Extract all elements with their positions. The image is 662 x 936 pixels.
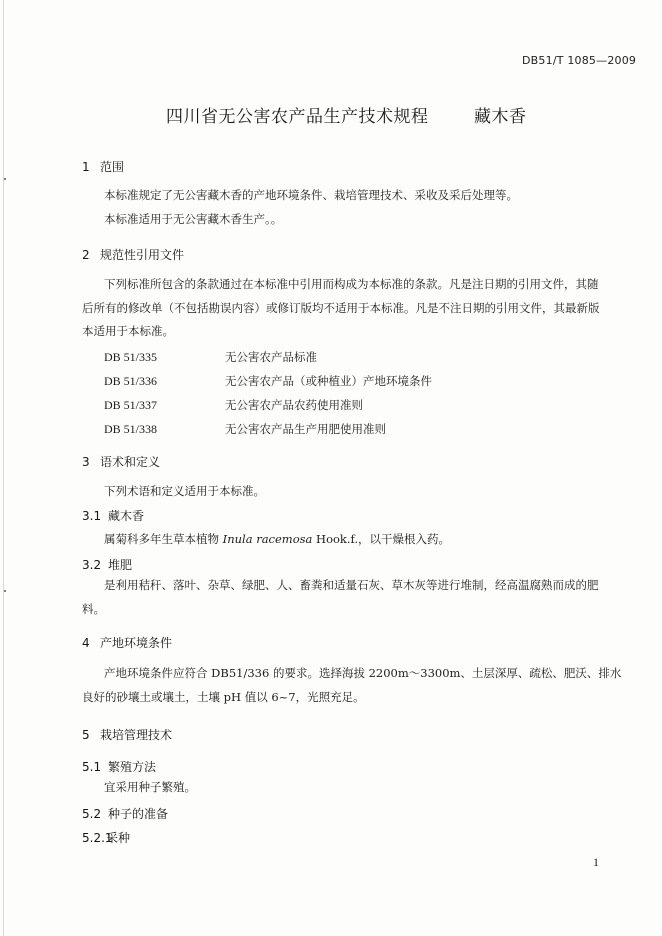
subsection-number: 5.2.1 (82, 831, 113, 845)
subsection-title: 种子的准备 (108, 807, 169, 821)
reference-code: DB 51/338 (104, 422, 158, 436)
subsection-number: 5.1 (82, 760, 102, 774)
standard-code: DB51/T 1085—2009 (522, 54, 637, 67)
section-3-heading (82, 453, 160, 470)
subsection-title: 藏木香 (108, 509, 145, 523)
subsection-number: 3.2 (82, 558, 102, 572)
reference-code: DB 51/335 (104, 350, 158, 364)
paragraph-line: 料。 (82, 602, 105, 616)
paragraph-line: 产地环境条件应符合 DB51/336 的要求。选择海拔 2200m～3300m、土层深厚、疏松、肥沃、排水 (104, 666, 622, 680)
subsection-number: 5.2 (82, 807, 102, 821)
section-number: 3 (82, 455, 90, 469)
paragraph-line: 本适用于本标准。 (82, 324, 174, 338)
reference-title: 无公害农产品（或种植业）产地环境条件 (225, 374, 432, 388)
reference-code: DB 51/337 (104, 398, 158, 412)
scan-edge (3, 0, 4, 936)
section-2-heading (82, 246, 184, 263)
subsection-number: 3.1 (82, 509, 102, 523)
reference-code: DB 51/336 (104, 374, 158, 388)
subsection-5-1-heading (82, 758, 156, 775)
reference-title: 无公害农产品农药使用准则 (225, 398, 363, 412)
section-1-heading (82, 158, 124, 175)
subsection-3-1-heading (82, 507, 144, 524)
scan-mark (4, 590, 6, 592)
section-number: 4 (82, 636, 90, 650)
paragraph-line: 是利用秸秆、落叶、杂草、绿肥、人、畜粪和适量石灰、草木灰等进行堆制，经高温腐熟而成的肥 (104, 578, 599, 592)
document-title: 四川省无公害农产品生产技术规程 (166, 107, 429, 127)
paragraph: 本标准适用于无公害藏木香生产。。 (104, 212, 283, 226)
subsection-title: 采种 (106, 831, 131, 845)
paragraph: 下列术语和定义适用于本标准。 (104, 484, 265, 498)
section-title: 范围 (100, 160, 125, 174)
subsection-title: 堆肥 (108, 558, 133, 572)
section-title: 栽培管理技术 (100, 728, 173, 742)
section-title: 产地环境条件 (100, 636, 173, 650)
paragraph: 本标准规定了无公害藏木香的产地环境条件、栽培管理技术、采收及采后处理等。 (104, 188, 518, 202)
paragraph-line: 后所有的修改单（不包括勘误内容）或修订版均不适用于本标准。凡是不注日期的引用文件，其最新版 (82, 301, 600, 315)
page-number: 1 (593, 855, 599, 869)
paragraph-line: 下列标准所包含的条款通过在本标准中引用而构成为本标准的条款。凡是注日期的引用文件，其随 (104, 277, 599, 291)
reference-title: 无公害农产品标准 (225, 350, 317, 364)
subsection-3-2-heading (82, 556, 132, 573)
section-number: 5 (82, 728, 90, 742)
document-subtitle: 藏木香 (474, 107, 527, 127)
paragraph: 宜采用种子繁殖。 (104, 780, 196, 794)
latin-name: Inula racemosa (222, 532, 313, 546)
scan-mark (4, 178, 6, 180)
section-number: 1 (82, 160, 90, 174)
definition-prefix: 属菊科多年生草本植物 (104, 532, 223, 546)
reference-title: 无公害农产品生产用肥使用准则 (225, 422, 386, 436)
subsection-5-2-heading (82, 805, 168, 822)
paragraph-line: 良好的砂壤土或壤土，土壤 pH 值以 6~7，光照充足。 (82, 690, 365, 704)
definition-suffix: Hook.f.，以干燥根入药。 (312, 532, 451, 546)
section-4-heading (82, 634, 172, 651)
section-title: 语术和定义 (100, 455, 161, 469)
section-5-heading (82, 726, 172, 743)
subsection-title: 繁殖方法 (108, 760, 157, 774)
section-title: 规范性引用文件 (100, 248, 185, 262)
subsection-5-2-1-heading (82, 829, 130, 846)
section-number: 2 (82, 248, 90, 262)
definition-text (104, 528, 450, 550)
